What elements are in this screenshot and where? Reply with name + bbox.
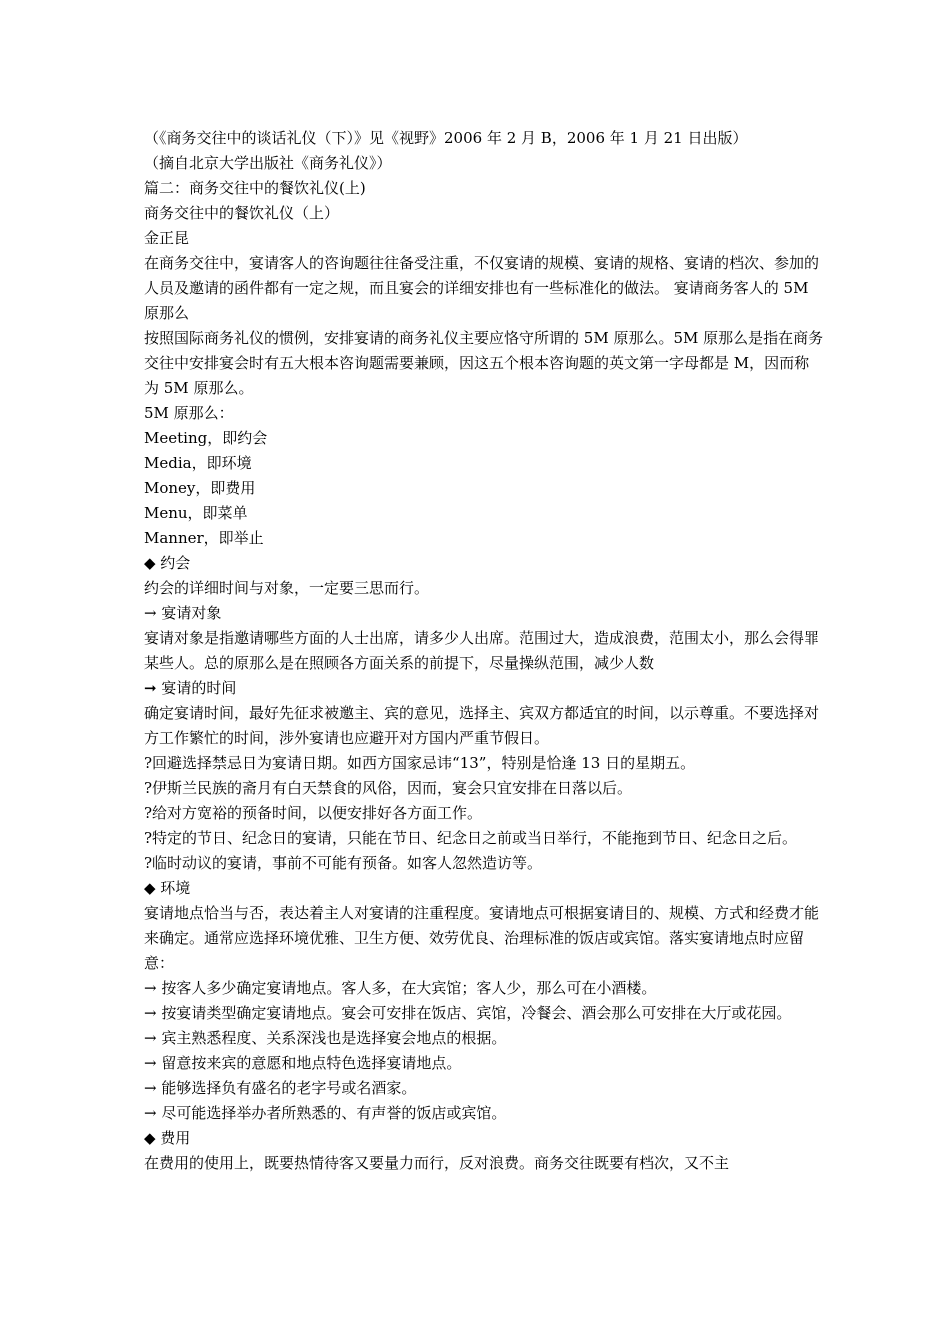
list-item: → 按宴请类型确定宴请地点。宴会可安排在饭店、宾馆，冷餐会、酒会那么可安排在大厅或花园。 — [144, 1004, 792, 1022]
list-item: ?给对方宽裕的预备时间，以便安排好各方面工作。 — [144, 804, 483, 822]
list-item: ?特定的节日、纪念日的宴请，只能在节日、纪念日之前或当日举行，不能拖到节日、纪念日之后。 — [144, 829, 798, 847]
list-item: ?临时动议的宴请，事前不可能有预备。如客人忽然造访等。 — [144, 854, 543, 872]
paragraph: 确定宴请时间，最好先征求被邀主、宾的意见，选择主、宾双方都适宜的时间，以示尊重。不要选择对方工作繁忙的时间，涉外宴请也应避开对方国内严重节假日。 — [144, 704, 820, 747]
list-item: ?回避选择禁忌日为宴请日期。如西方国家忌讳“13”，特别是恰逢 13 日的星期五。 — [144, 754, 696, 772]
bullet-heading: ➞ 宴请的时间 — [144, 679, 237, 697]
list-item: → 留意按来宾的意愿和地点特色选择宴请地点。 — [144, 1054, 462, 1072]
paragraph: 宴请对象是指邀请哪些方面的人士出席，请多少人出席。范围过大，造成浪费，范围太小，那么会得罪某些人。总的原那么是在照顾各方面关系的前提下，尽量操纵范围，减少人数 — [144, 629, 820, 672]
subsection-heading: ◆ 约会 — [144, 554, 191, 572]
text-line: （《商务交往中的谈话礼仪（下）》见《视野》2006 年 2 月 B，2006 年 1 月 21 日出版） — [144, 129, 748, 147]
list-item: → 尽可能选择举办者所熟悉的、有声誉的饭店或宾馆。 — [144, 1104, 507, 1122]
section-heading: 篇二：商务交往中的餐饮礼仪(上) — [144, 179, 366, 197]
paragraph: 在费用的使用上，既要热情待客又要量力而行，反对浪费。商务交往既要有档次，又不主 — [144, 1154, 730, 1172]
paragraph: 约会的详细时间与对象，一定要三思而行。 — [144, 579, 430, 597]
paragraph: 在商务交往中，宴请客人的咨询题往往备受注重，不仅宴请的规模、宴请的规格、宴请的档次、参加的人员及邀请的函件都有一定之规，而且宴会的详细安排也有一些标准化的做法。 宴请商务客人的 5M 原那么 — [144, 254, 820, 322]
paragraph: 按照国际商务礼仪的惯例，安排宴请的商务礼仪主要应恪守所谓的 5M 原那么。5M 原那么是指在商务交往中安排宴会时有五大根本咨询题需要兼顾，因这五个根本咨询题的英文第一字母都是 M，因而称为 5M 原那么。 — [144, 329, 824, 397]
article-title: 商务交往中的餐饮礼仪（上） — [144, 204, 340, 222]
list-item: ?伊斯兰民族的斋月有白天禁食的风俗，因而，宴会只宜安排在日落以后。 — [144, 779, 633, 797]
document-body — [144, 126, 824, 1176]
list-item: Money，即费用 — [144, 479, 256, 497]
text-line: （摘自北京大学出版社《商务礼仪》） — [144, 154, 392, 172]
list-item: → 能够选择负有盛名的老字号或名酒家。 — [144, 1079, 417, 1097]
list-item: → 按客人多少确定宴请地点。客人多，在大宾馆；客人少，那么可在小酒楼。 — [144, 979, 657, 997]
list-item: Media，即环境 — [144, 454, 252, 472]
author: 金正昆 — [144, 229, 190, 247]
bullet-heading: → 宴请对象 — [144, 604, 222, 622]
subsection-heading: ◆ 环境 — [144, 879, 191, 897]
list-item: Meeting，即约会 — [144, 429, 268, 447]
subsection-heading: ◆ 费用 — [144, 1129, 191, 1147]
list-item: Menu，即菜单 — [144, 504, 248, 522]
list-heading: 5M 原那么： — [144, 404, 234, 422]
paragraph: 宴请地点恰当与否，表达着主人对宴请的注重程度。宴请地点可根据宴请目的、规模、方式和经费才能来确定。通常应选择环境优雅、卫生方便、效劳优良、治理标准的饭店或宾馆。落实宴请地点时应留意： — [144, 904, 820, 972]
list-item: Manner，即举止 — [144, 529, 264, 547]
list-item: → 宾主熟悉程度、关系深浅也是选择宴会地点的根据。 — [144, 1029, 507, 1047]
